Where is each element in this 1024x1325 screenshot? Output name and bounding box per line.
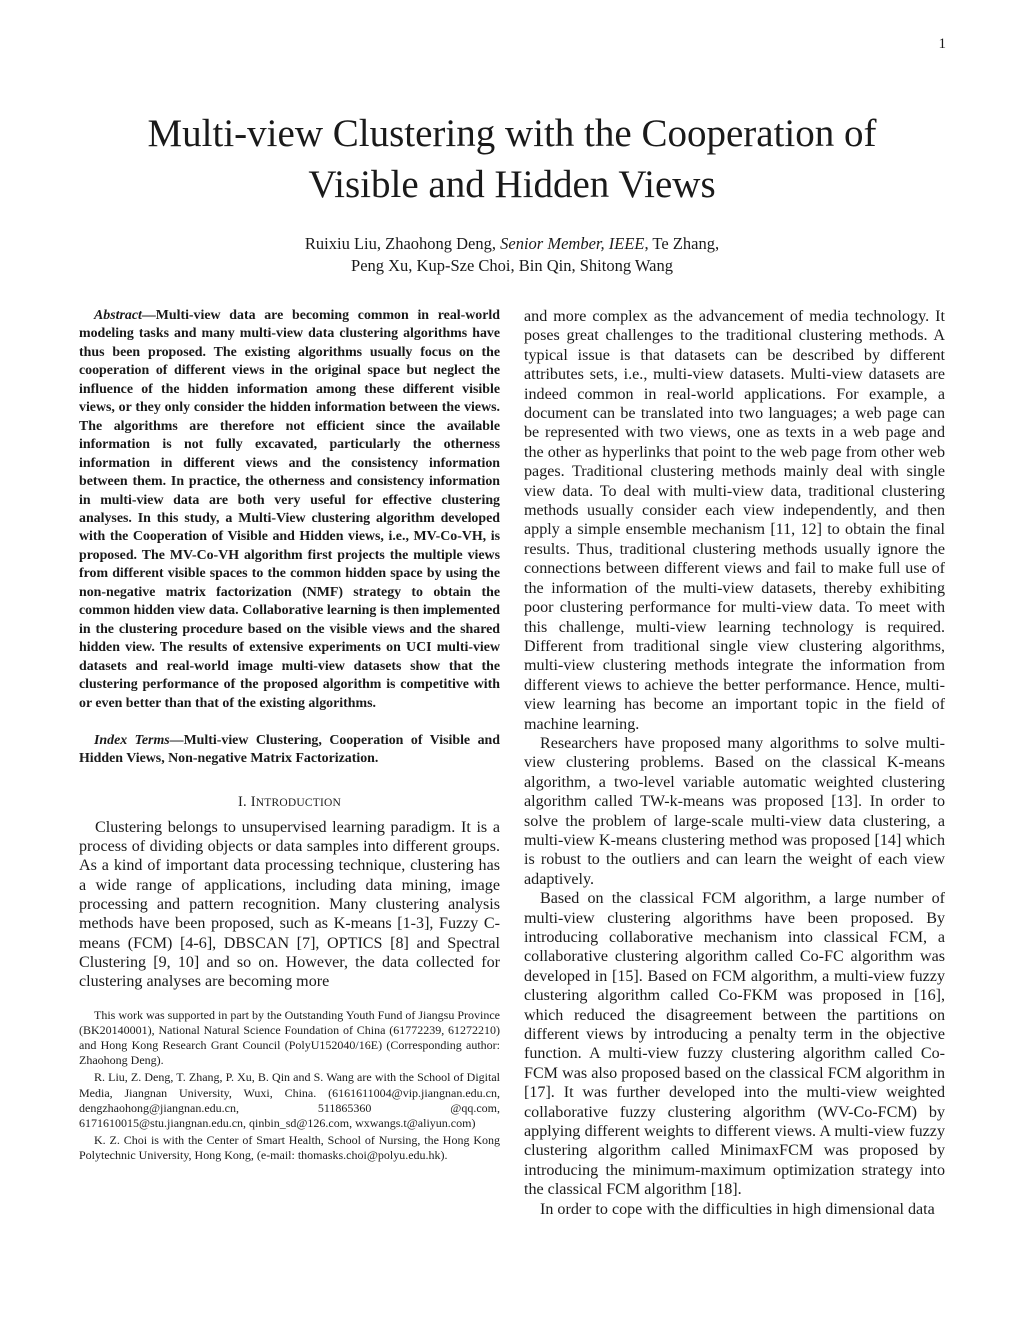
footnote-affiliation-jiangnan: R. Liu, Z. Deng, T. Zhang, P. Xu, B. Qin and S. Wang are with the School of Digital Media, Jiangnan University, Wuxi, China. (6161611004@vip.jiangnan.edu.cn, dengzhaohong@jiangnan.edu.cn, 511865360 @qq.com, 6171610015@stu.jiangnan.edu.cn, qinbin_sd@126.com, wxwangs.t@aliyun.com) <box>79 1070 500 1130</box>
authors-line-1-names: Ruixiu Liu, Zhaohong Deng, <box>304 234 501 253</box>
left-column <box>79 307 500 1164</box>
paper-title <box>0 108 1024 210</box>
intro-paragraph-3: Based on the classical FCM algorithm, a large number of multi-view clustering algorithms have been proposed. By introducing collaborative mechanism into classical FCM, a collaborative clustering algorithm called Co-FC algorithm was developed in [15]. Based on FCM algorithm, a multi-view fuzzy clustering algorithm called Co-FKM was proposed in [16], which reduced the disagreement between the partitions on different views by introducing a penalty term in the objective function. A multi-view fuzzy clustering algorithm called Co-FCM was also proposed based on the classical FCM algorithm in [17]. It was further developed into the multi-view weighted collaborative fuzzy clustering algorithm (WV-Co-FCM) by applying different weights to different views. A multi-view fuzzy clustering algorithm called MinimaxFCM was proposed by introducing the minimum-maximum optimization strategy into the classical FCM algorithm [18]. <box>524 890 945 1199</box>
index-terms <box>79 732 500 769</box>
intro-paragraph-1: Clustering belongs to unsupervised learning paradigm. It is a process of dividing objects or data samples into different groups. As a kind of important data processing technique, clustering has a wide range of applications, including data mining, image processing and pattern recognition. Many clustering analysis methods have been proposed, such as K-means [1-3], Fuzzy C-means (FCM) [4-6], DBSCAN [7], OPTICS [8] and Spectral Clustering [9, 10] and so on. However, the data collected for clustering analyses are becoming more <box>79 818 500 991</box>
abstract-dash: — <box>141 308 156 323</box>
section-heading-introduction <box>79 794 500 811</box>
footnotes <box>79 1008 500 1164</box>
index-terms-text: Multi-view Clustering, Cooperation of Visible and Hidden Views, Non-negative Matrix Factorization. <box>79 732 500 767</box>
author-list <box>0 233 1024 277</box>
author-membership: Senior Member, IEEE <box>500 234 645 253</box>
title-line-1: Multi-view Clustering with the Cooperation of <box>147 112 877 155</box>
index-terms-dash: — <box>169 732 184 748</box>
index-terms-label: Index Terms <box>94 732 170 748</box>
section-title-initial: I <box>250 793 256 810</box>
authors-line-1 <box>0 233 1024 255</box>
right-column <box>524 307 945 1219</box>
intro-paragraph-2: Researchers have proposed many algorithms to solve multi-view clustering problems. Based on the classical K-means algorithm, a two-level variable automatic weighted clustering algorithm called TW-k-means was proposed [13]. In order to solve the problem of large-scale multi-view data clustering, a multi-view K-means clustering method was proposed [14] which is robust to the outliers and can learn the weight of each view adaptively. <box>524 734 945 888</box>
abstract-label: Abstract <box>94 308 142 323</box>
section-number: I. <box>238 793 251 810</box>
intro-paragraph-4: In order to cope with the difficulties in high dimensional data <box>540 1200 935 1218</box>
title-line-2: Visible and Hidden Views <box>308 163 716 206</box>
authors-line-2: Peng Xu, Kup-Sze Choi, Bin Qin, Shitong Wang <box>351 256 673 275</box>
abstract-text: Multi-view data are becoming common in real-world modeling tasks and many multi-view data clustering algorithms have thus been proposed. The existing algorithms usually focus on the cooperation of different views in the original space but neglect the influence of the hidden information among these different visible views, or they only consider the hidden information between the views. The algorithms are therefore not efficient since the available information is not fully excavated, particularly the otherness information in different views and the consistency information between them. In practice, the otherness and consistency information in multi-view data are both very useful for effective clustering analyses. In this study, a Multi-View clustering algorithm developed with the Cooperation of Visible and Hidden views, i.e., MV-Co-VH, is proposed. The MV-Co-VH algorithm first projects the multiple views from different visible spaces to the common hidden space by using the non-negative matrix factorization (NMF) strategy to obtain the common hidden view data. Collaborative learning is then implemented in the clustering procedure based on the visible views and the shared hidden view. The results of extensive experiments on UCI multi-view datasets and real-world image multi-view datasets show that the clustering performance of the proposed algorithm is competitive with or even better than that of the existing algorithms. <box>79 308 500 711</box>
footnote-affiliation-polyu: K. Z. Choi is with the Center of Smart Health, School of Nursing, the Hong Kong Polytechnic University, Hong Kong, (e-mail: thomasks.choi@polyu.edu.hk). <box>79 1133 500 1163</box>
page-number: 1 <box>938 36 946 52</box>
section-title-rest: NTRODUCTION <box>255 796 341 809</box>
intro-paragraph-1-continued: and more complex as the advancement of media technology. It poses great challenges to the traditional clustering methods. A typical issue is that datasets can be described by different attributes sets, i.e., multi-view datasets. Multi-view datasets are indeed common in real-world applications. For example, a document can be translated into two languages; a web page can be represented with two views, one as texts in a web page and the other as hyperlinks that point to the web page from other web pages. Traditional clustering methods mainly deal with single view data. To deal with multi-view data, traditional clustering methods usually consider each view independently, and then apply a simple ensemble mechanism [11, 12] to obtain the final results. Thus, traditional clustering methods usually ignore the connections between different views and fail to make full use of the information of the multi-view datasets, thereby exhibiting poor clustering performance for multi-view data. To meet with this challenge, multi-view learning technology is required. Different from traditional single view clustering algorithms, multi-view clustering methods integrate the information from different views to achieve the better performance. Hence, multi-view learning has become an important topic in the field of machine learning. <box>524 308 945 733</box>
abstract <box>79 307 500 713</box>
authors-line-1-tail: , Te Zhang, <box>644 234 720 253</box>
footnote-funding: This work was supported in part by the Outstanding Youth Fund of Jiangsu Province (BK20140001), National Natural Science Foundation of China (61772239, 61272210) and Hong Kong Research Grant Council (PolyU152040/16E) (Corresponding author: Zhaohong Deng). <box>79 1007 500 1068</box>
